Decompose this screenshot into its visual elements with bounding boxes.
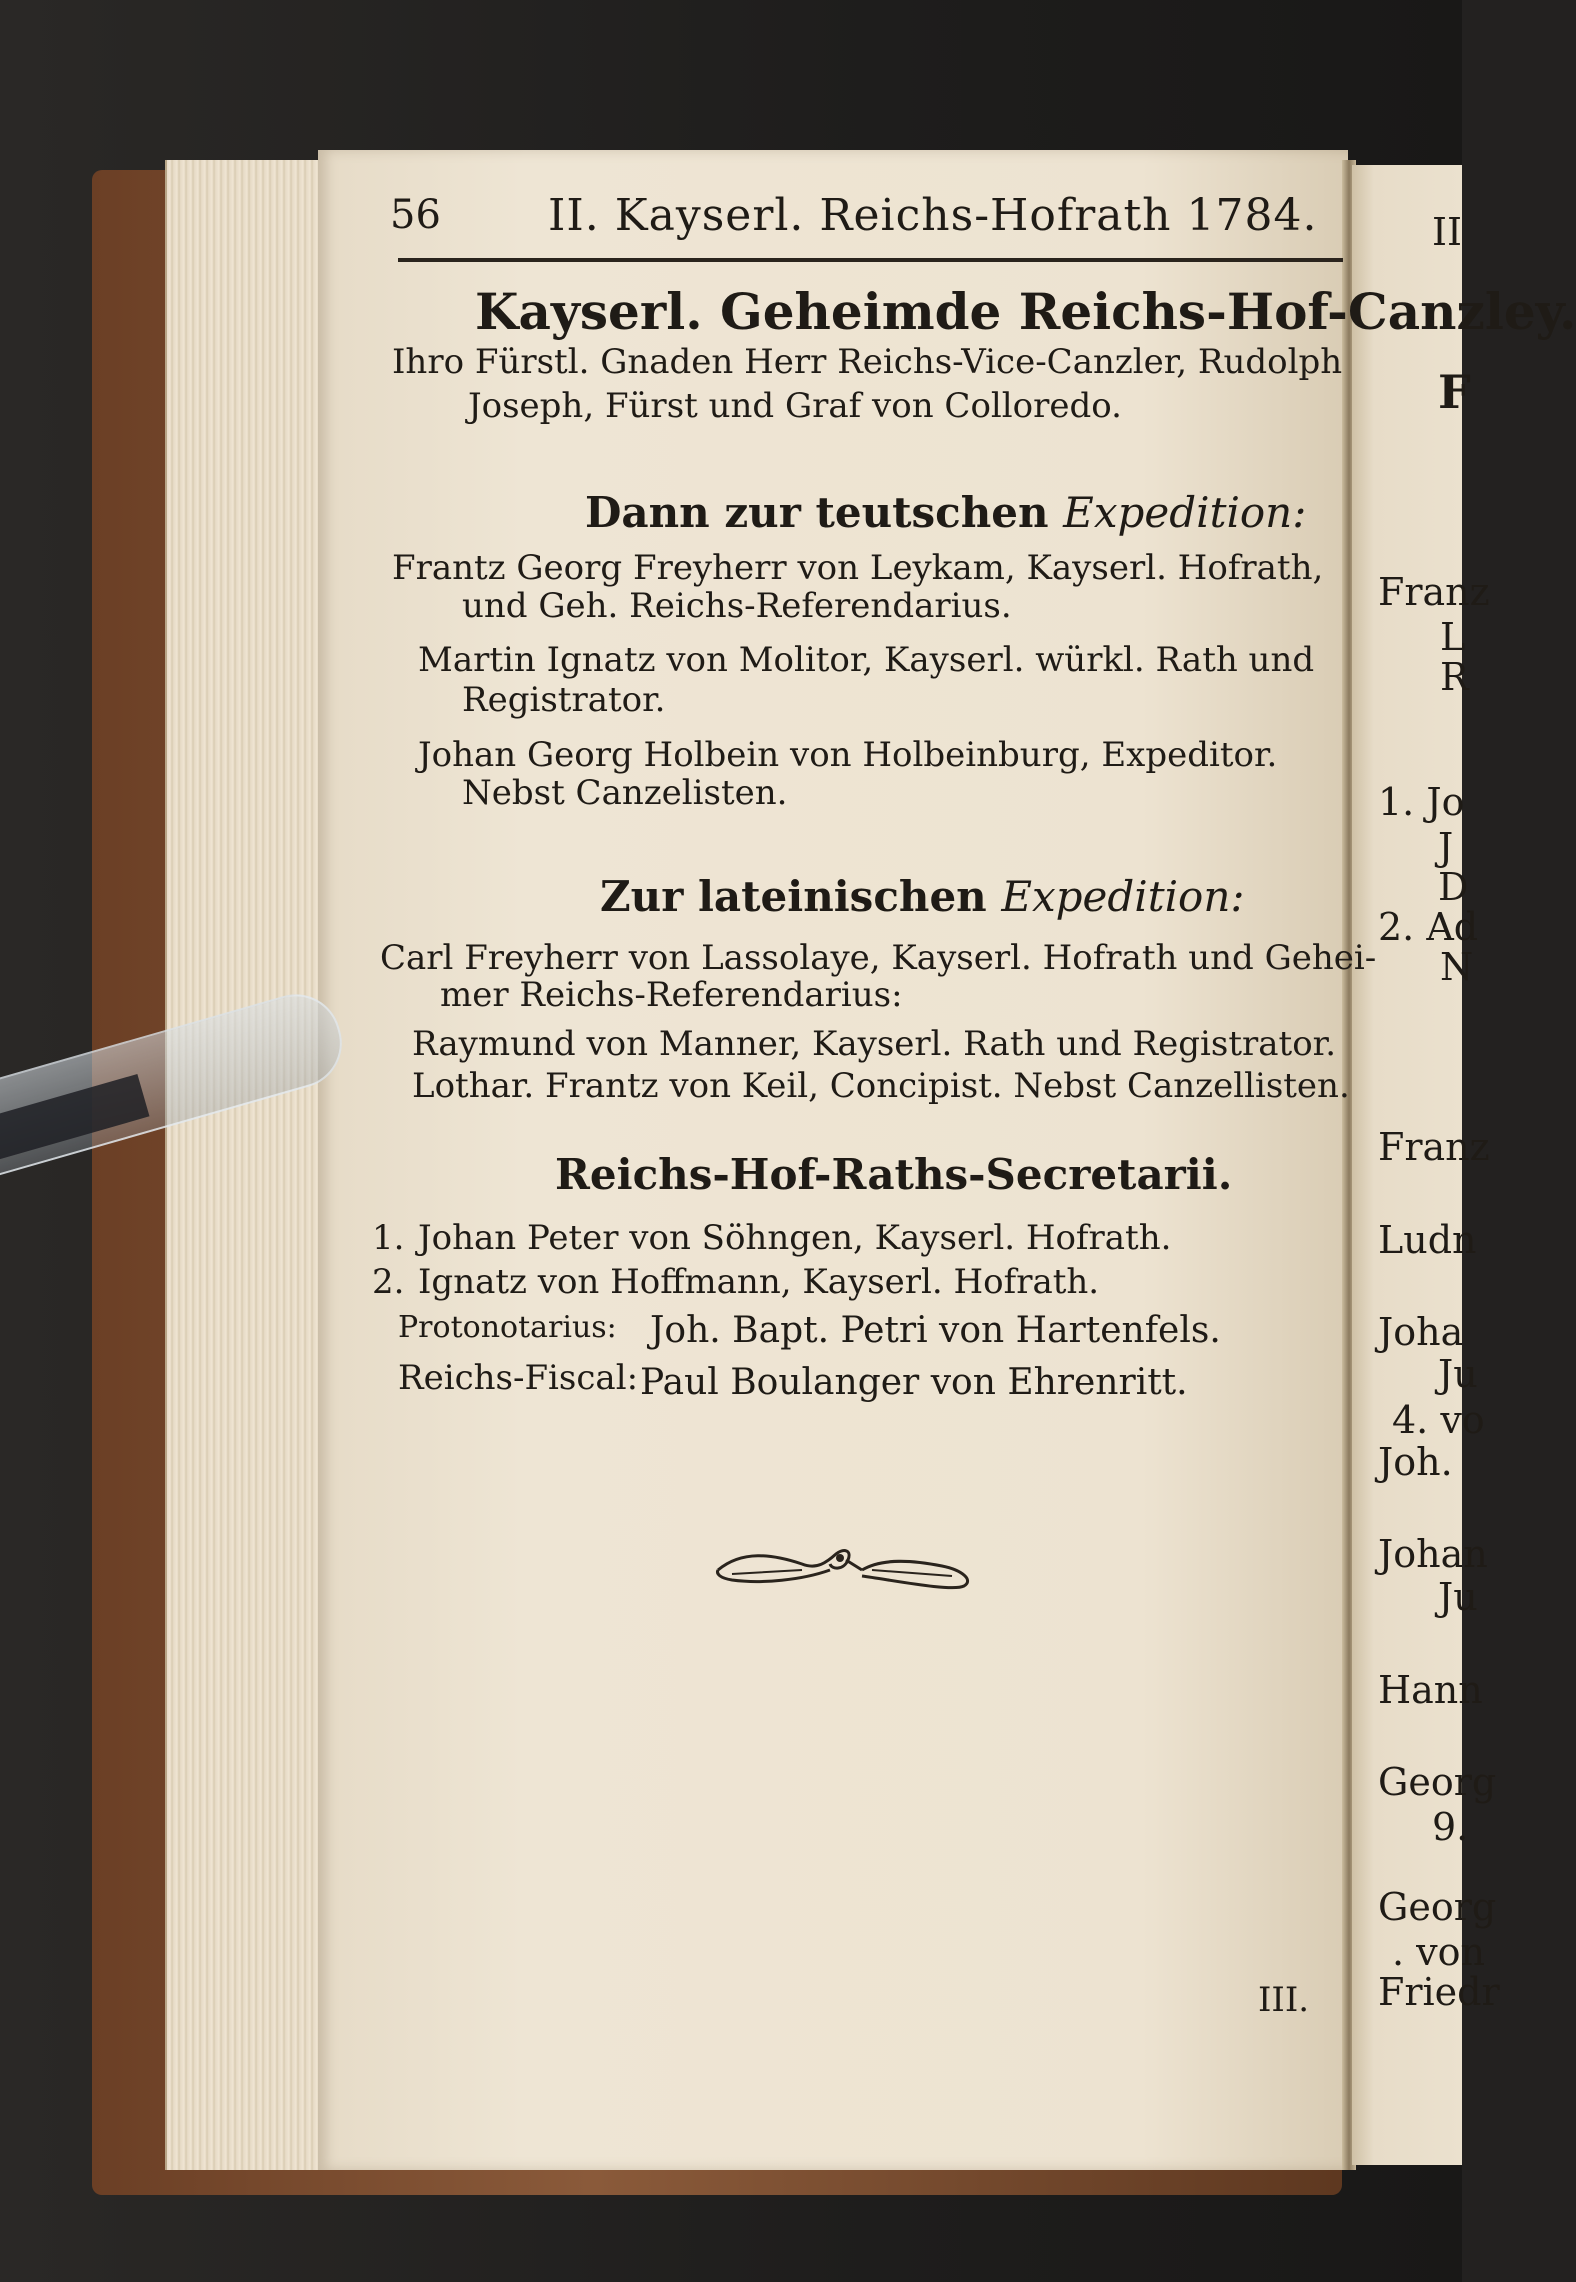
right-fragment: Franz xyxy=(1378,570,1490,614)
secretarii-item-2: Ignatz von Hoffmann, Kayserl. Hofrath. xyxy=(418,1262,1100,1302)
deutsch-e2-line-1: Martin Ignatz von Molitor, Kayserl. würkl. Rath und xyxy=(418,640,1315,680)
right-fragment: 4. vo xyxy=(1392,1398,1485,1442)
right-fragment: Hann xyxy=(1378,1668,1483,1712)
latein-e1-line-2: mer Reichs-Referendarius: xyxy=(440,975,903,1015)
latein-e3: Lothar. Frantz von Keil, Concipist. Nebst Canzellisten. xyxy=(412,1066,1350,1106)
header-rule xyxy=(398,258,1343,262)
deutsch-e3-line-2: Nebst Canzelisten. xyxy=(462,773,788,813)
right-fragment: D xyxy=(1438,865,1469,909)
deutsch-title-italic: Expedition: xyxy=(1063,488,1307,537)
right-fragment: Georg xyxy=(1378,1760,1497,1804)
page-edges xyxy=(165,160,327,2170)
right-fragment: N xyxy=(1440,945,1474,989)
right-fragment: 1. Jo xyxy=(1378,780,1465,824)
kanzley-line-2: Joseph, Fürst und Graf von Colloredo. xyxy=(468,386,1122,426)
page-number: 56 xyxy=(390,192,441,238)
secretarii-item-1: Johan Peter von Söhngen, Kayserl. Hofrath. xyxy=(418,1218,1172,1258)
right-fragment: J xyxy=(1438,825,1454,869)
right-fragment: . von xyxy=(1392,1930,1485,1974)
right-fragment: Ju xyxy=(1438,1575,1478,1619)
running-title: II. Kayserl. Reichs-Hofrath 1784. xyxy=(548,190,1318,241)
latein-title: Zur lateinischen xyxy=(600,872,987,921)
fiscal-name: Paul Boulanger von Ehrenritt. xyxy=(640,1362,1188,1403)
deutsch-e2-line-2: Registrator. xyxy=(462,680,666,720)
deutsch-e1-line-1: Frantz Georg Freyherr von Leykam, Kayserl. Hofrath, xyxy=(392,548,1324,588)
section-title-secretarii: Reichs-Hof-Raths-Secretarii. xyxy=(555,1150,1233,1199)
ornament-flourish xyxy=(712,1540,980,1596)
right-fragment: 2. Ad xyxy=(1378,905,1479,949)
protonotarius-label: Protonotarius: xyxy=(398,1310,617,1345)
latein-e1-line-1: Carl Freyherr von Lassolaye, Kayserl. Hofrath und Gehei- xyxy=(380,938,1377,978)
right-fragment: Georg xyxy=(1378,1885,1497,1929)
kanzley-line-1: Ihro Fürstl. Gnaden Herr Reichs-Vice-Canzler, Rudolph xyxy=(392,342,1343,382)
section-title-latein xyxy=(600,872,1245,921)
deutsch-title: Dann zur teutschen xyxy=(585,488,1049,537)
right-fragment: R xyxy=(1440,655,1469,699)
right-fragment: Ju xyxy=(1438,1352,1478,1396)
right-fragment: Friedr xyxy=(1378,1970,1500,2014)
catchword: III. xyxy=(1258,1980,1310,2020)
latein-e2: Raymund von Manner, Kayserl. Rath und Registrator. xyxy=(412,1024,1337,1064)
secretarii-num-1: 1. xyxy=(372,1218,405,1258)
deutsch-e3-line-1: Johan Georg Holbein von Holbeinburg, Expeditor. xyxy=(418,735,1278,775)
right-fragment: Ludn xyxy=(1378,1218,1477,1262)
latein-title-italic: Expedition: xyxy=(1001,872,1245,921)
section-title-deutsch xyxy=(585,488,1306,537)
right-fragment: L xyxy=(1440,615,1466,659)
right-fragment: Franz xyxy=(1378,1125,1490,1169)
right-fragment: Johan xyxy=(1378,1532,1488,1576)
deutsch-e1-line-2: und Geh. Reichs-Referendarius. xyxy=(462,586,1012,626)
section-title-kanzley: Kayserl. Geheimde Reichs-Hof-Canzley. xyxy=(475,282,1576,341)
right-fragment: Joha xyxy=(1378,1310,1464,1354)
protonotarius-name: Joh. Bapt. Petri von Hartenfels. xyxy=(650,1310,1221,1351)
right-fragment: 9. xyxy=(1432,1805,1469,1849)
secretarii-num-2: 2. xyxy=(372,1262,405,1302)
right-fragment: II xyxy=(1432,210,1463,254)
right-fragment: Joh. xyxy=(1378,1440,1453,1484)
fiscal-label: Reichs-Fiscal: xyxy=(398,1358,639,1398)
right-fragment: F xyxy=(1438,365,1471,419)
